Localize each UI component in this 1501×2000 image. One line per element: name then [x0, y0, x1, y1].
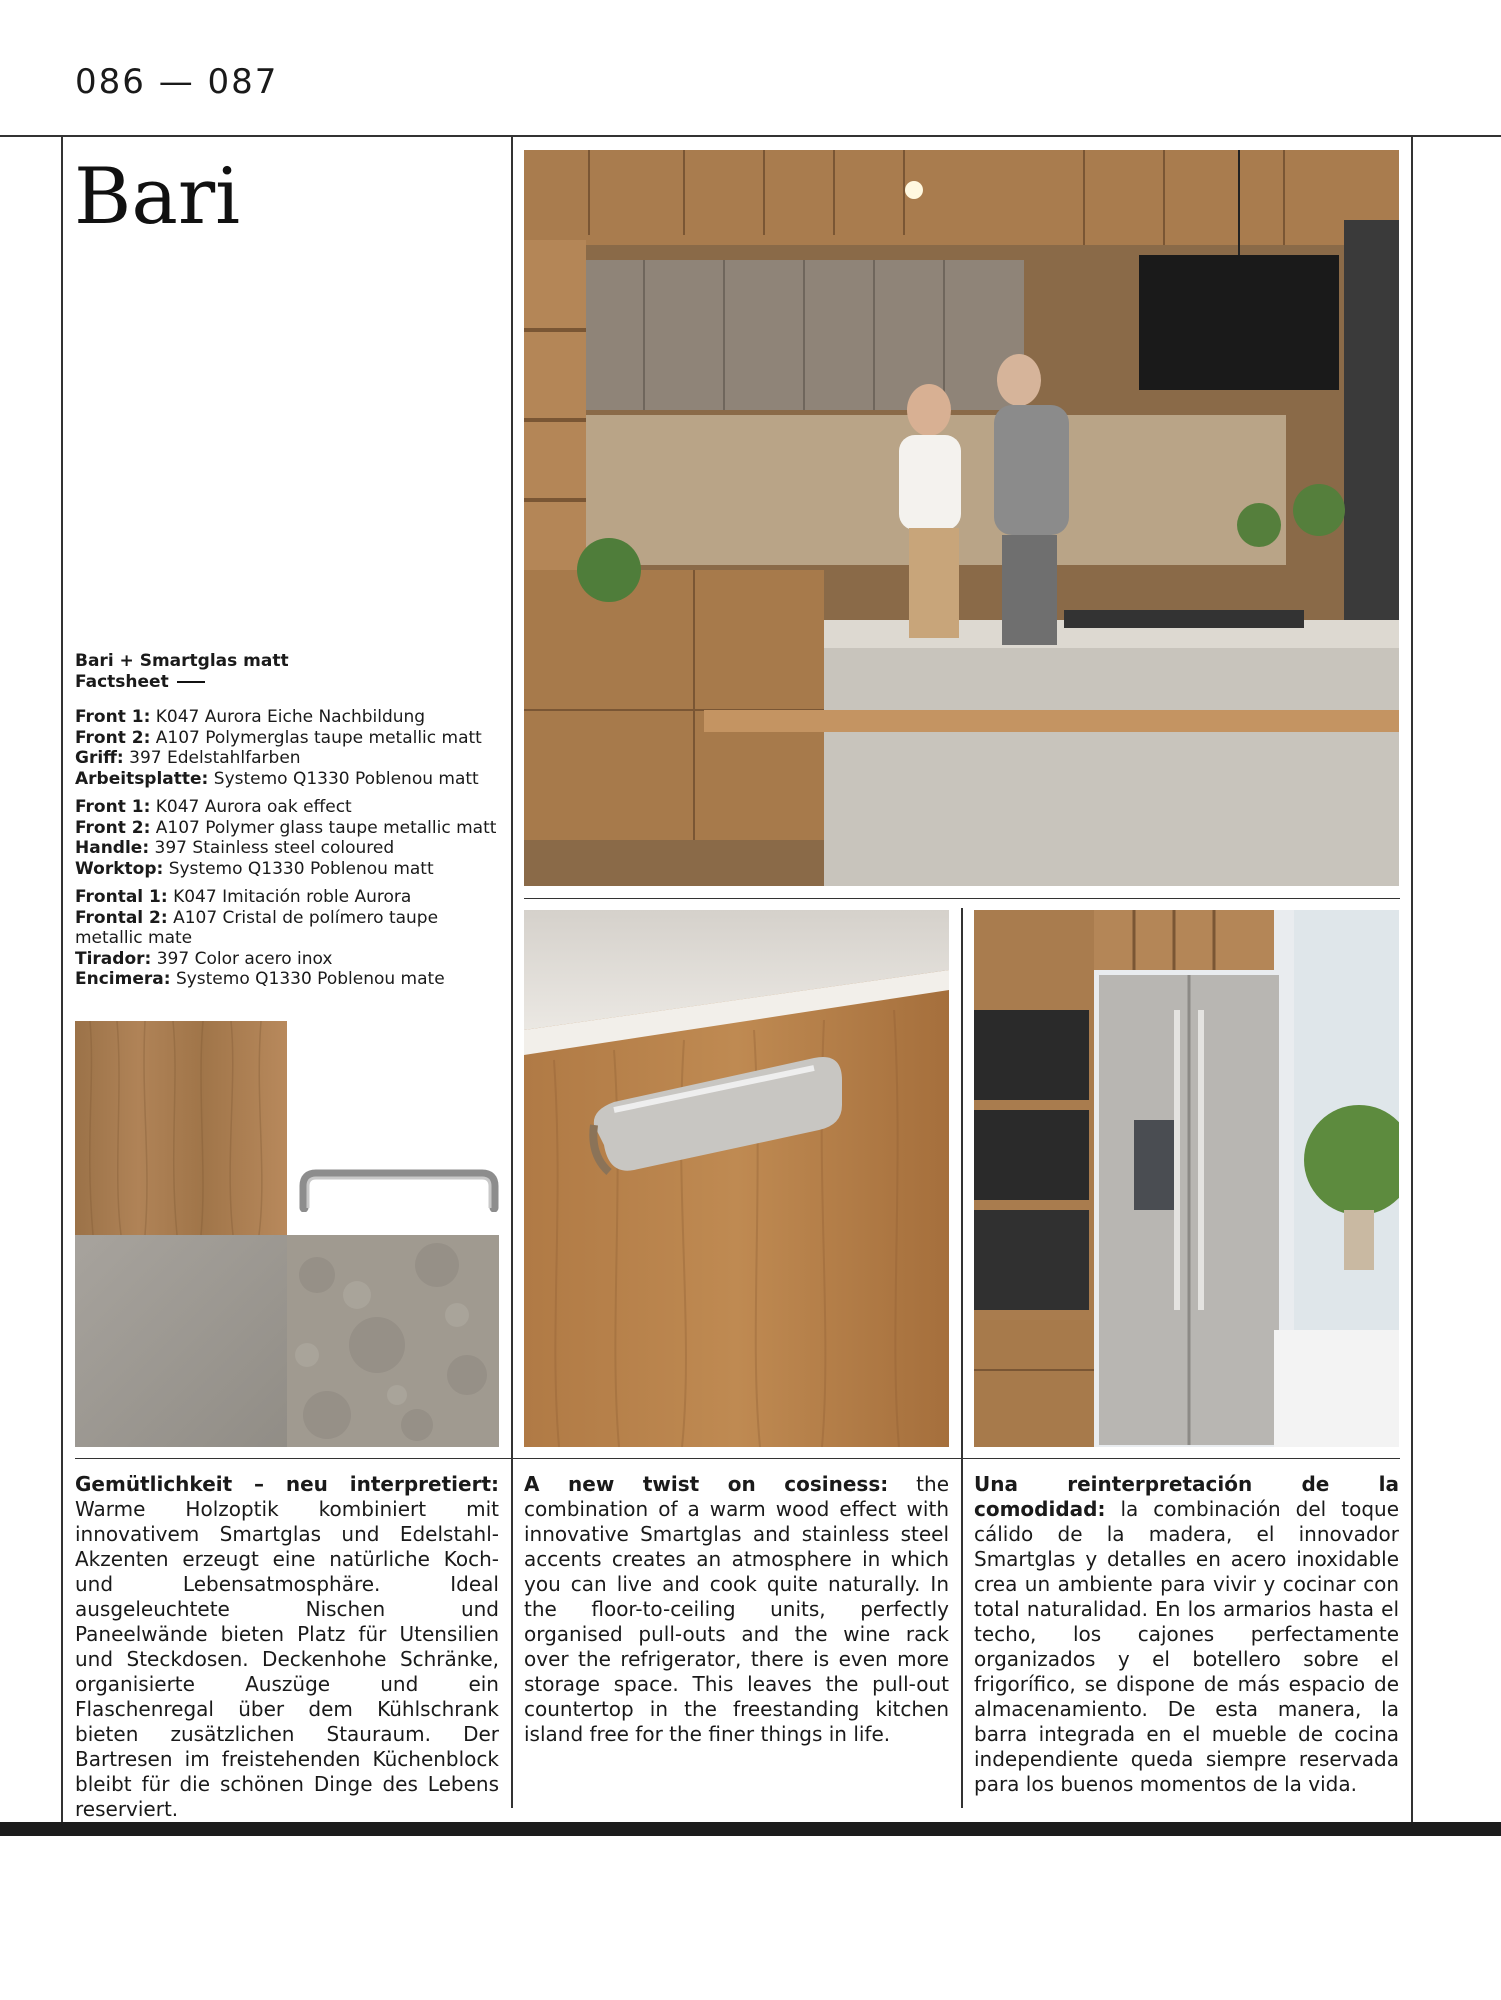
image-rule — [524, 898, 1400, 899]
spec-group-es — [75, 887, 515, 990]
text-german-lead: Gemütlichkeit – neu interpretiert: — [75, 1472, 499, 1496]
text-english — [524, 1472, 949, 1747]
handle-detail-photo — [524, 910, 949, 1447]
spec-line: Frontal 2: A107 Cristal de polímero taupe metallic mate — [75, 907, 439, 948]
fridge-photo — [974, 910, 1399, 1447]
factsheet-heading-line2: Factsheet — [75, 672, 169, 692]
footer-bar — [0, 1822, 1501, 1836]
left-border — [61, 136, 63, 1822]
spec-line: Encimera: Systemo Q1330 Poblenou mate — [75, 969, 445, 989]
page-numbers: 086 — 087 — [75, 62, 279, 102]
spec-line: Tirador: 397 Color acero inox — [75, 948, 333, 969]
text-spanish — [974, 1472, 1399, 1797]
text-german-body: Warme Holzoptik kombiniert mit innovativem Smartglas und Edelstahl-Akzenten erzeugt eine natürliche Koch- und Lebensatmosphäre. Ideal ausgeleuchtete Nischen und Paneelwände bieten Platz für Utensilien und Steckdosen. Deckenhohe Schränke, organisierte Auszüge und ein Flaschenregal über dem Kühlschrank bieten zusätzlichen Stauraum. Der Bartresen im freistehenden Küchenblock bleibt für die schönen Dinge des Lebens reserviert. — [75, 1497, 499, 1821]
spec-group-de — [75, 707, 515, 789]
text-spanish-lead: Una reinterpretación de la comodidad: — [974, 1472, 1399, 1521]
text-english-lead: A new twist on cosiness: — [524, 1472, 889, 1496]
text-rule — [75, 1458, 1400, 1459]
kitchen-photo — [524, 150, 1399, 886]
spec-line: Front 2: A107 Polymerglas taupe metallic matt — [75, 727, 482, 748]
swatch-poblenou-stone — [287, 1235, 499, 1447]
text-english-body: the combination of a warm wood effect with innovative Smartglas and stainless steel accents creates an atmosphere in which you can live and cook quite naturally. In the floor-to-ceiling units, perfectly organised pull-outs and the wine rack over the refrigerator, there is even more storage space. This leaves the pull-out countertop in the freestanding kitchen island free for the finer things in life. — [524, 1472, 949, 1746]
spec-line: Front 1: K047 Aurora oak effect — [75, 797, 352, 817]
spec-line: Arbeitsplatte: Systemo Q1330 Poblenou matt — [75, 768, 479, 789]
page-title: Bari — [74, 152, 241, 242]
text-german — [75, 1472, 499, 1822]
spec-line: Front 2: A107 Polymer glass taupe metallic matt — [75, 817, 497, 838]
right-border — [1411, 136, 1413, 1822]
swatch-oak — [75, 1021, 287, 1235]
spec-line: Handle: 397 Stainless steel coloured — [75, 838, 395, 858]
header-rule — [0, 135, 1501, 137]
factsheet-heading — [75, 651, 289, 693]
factsheet-heading-line1: Bari + Smartglas matt — [75, 651, 289, 671]
heading-dash — [177, 681, 205, 683]
spec-line: Worktop: Systemo Q1330 Poblenou matt — [75, 858, 434, 879]
swatch-smartglas-taupe — [75, 1235, 287, 1447]
spec-line: Griff: 397 Edelstahlfarben — [75, 748, 301, 768]
text-spanish-body: la combinación del toque cálido de la madera, el innovador Smartglas y detalles en acero inoxidable crea un ambiente para vivir y cocinar con total naturalidad. En los armarios hasta el techo, los cajones perfectamente organizados y el botellero sobre el frigorífico, se dispone de más espacio de almacenamiento. De esta manera, la barra integrada en el mueble de cocina independiente queda siempre reservada para los buenos momentos de la vida. — [974, 1497, 1399, 1796]
handle-sample — [298, 1168, 500, 1212]
spec-line: Front 1: K047 Aurora Eiche Nachbildung — [75, 707, 426, 727]
spec-group-en — [75, 797, 515, 879]
column-divider-2 — [961, 908, 963, 1808]
spec-line: Frontal 1: K047 Imitación roble Aurora — [75, 887, 412, 907]
